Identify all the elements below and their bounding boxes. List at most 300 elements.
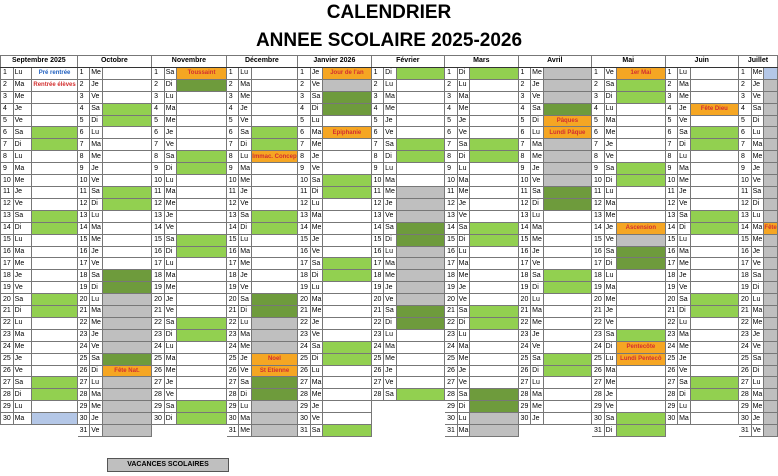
day-status (102, 413, 151, 425)
day-number: 28 (298, 389, 311, 401)
holiday-label: Lundi Pentecô (617, 353, 665, 365)
weekday: Me (678, 258, 691, 270)
weekday: Me (751, 151, 764, 163)
day-number: 22 (518, 317, 531, 329)
day-number: 31 (77, 425, 90, 437)
weekday: Ma (90, 139, 103, 151)
weekday: Ma (751, 389, 764, 401)
day-number: 8 (738, 151, 751, 163)
day-number: 12 (665, 198, 678, 210)
weekday: Di (531, 198, 544, 210)
day-status (470, 306, 518, 318)
day-status (251, 282, 297, 294)
day-number: 26 (592, 365, 605, 377)
day-number: 1 (226, 67, 239, 79)
day-status (102, 198, 151, 210)
weekday: Je (457, 282, 470, 294)
day-status (764, 139, 778, 151)
weekday: Me (164, 365, 177, 377)
weekday: Ve (604, 317, 617, 329)
weekday: Je (310, 234, 323, 246)
day-status (690, 210, 738, 222)
day-status (690, 317, 738, 329)
weekday: Ve (751, 258, 764, 270)
day-status (102, 353, 151, 365)
day-number: 30 (665, 413, 678, 425)
day-number: 19 (738, 282, 751, 294)
day-number: 11 (665, 186, 678, 198)
day-status (323, 425, 371, 437)
weekday: Sa (13, 210, 32, 222)
day-status (32, 341, 77, 353)
day-status (177, 377, 226, 389)
weekday: Me (678, 175, 691, 187)
day-status (617, 377, 665, 389)
day-status (764, 365, 778, 377)
day-number: 25 (1, 353, 14, 365)
weekday: Lu (457, 413, 470, 425)
weekday: Di (604, 91, 617, 103)
day-status (251, 79, 297, 91)
weekday: Lu (90, 294, 103, 306)
weekday: Sa (457, 306, 470, 318)
day-number: 11 (77, 186, 90, 198)
day-number: 8 (298, 151, 311, 163)
day-status (102, 270, 151, 282)
day-number: 1 (518, 67, 531, 79)
day-number: 13 (298, 210, 311, 222)
weekday: Je (678, 353, 691, 365)
day-number: 15 (1, 234, 14, 246)
day-number: 16 (77, 246, 90, 258)
day-number: 5 (592, 115, 605, 127)
day-status (323, 413, 371, 425)
day-status (470, 222, 518, 234)
day-status (251, 127, 297, 139)
day-number: 31 (226, 425, 239, 437)
day-number: 26 (445, 365, 458, 377)
weekday: Je (239, 270, 252, 282)
day-status (617, 413, 665, 425)
day-status (764, 282, 778, 294)
calendar-grid (0, 55, 778, 437)
day-number: 2 (298, 79, 311, 91)
day-status (690, 353, 738, 365)
day-status (764, 425, 778, 437)
weekday: Di (90, 365, 103, 377)
day-status (690, 341, 738, 353)
day-status (764, 294, 778, 306)
day-number: 3 (738, 91, 751, 103)
day-number: 2 (152, 79, 165, 91)
day-number: 16 (738, 246, 751, 258)
weekday: Sa (90, 103, 103, 115)
day-number: 13 (226, 210, 239, 222)
day-number: 20 (445, 294, 458, 306)
day-number: 22 (77, 317, 90, 329)
day-number: 20 (152, 294, 165, 306)
day-number: 13 (445, 210, 458, 222)
weekday: Di (457, 151, 470, 163)
weekday: Di (90, 115, 103, 127)
weekday: Ma (164, 186, 177, 198)
day-status (102, 79, 151, 91)
day-number: 27 (665, 377, 678, 389)
holiday-label: Rentrée élèves (32, 79, 77, 91)
weekday (384, 401, 397, 413)
day-number: 16 (518, 246, 531, 258)
day-number: 28 (371, 389, 384, 401)
day-number: 26 (738, 365, 751, 377)
day-status (617, 234, 665, 246)
month-header: Novembre (152, 56, 227, 68)
weekday: Je (384, 115, 397, 127)
day-number: 7 (77, 139, 90, 151)
day-number: 15 (592, 234, 605, 246)
day-number (518, 425, 531, 437)
day-number: 12 (445, 198, 458, 210)
day-status (764, 341, 778, 353)
day-status (32, 175, 77, 187)
weekday: Je (310, 401, 323, 413)
weekday: Je (531, 246, 544, 258)
day-number: 12 (77, 198, 90, 210)
day-number: 17 (371, 258, 384, 270)
day-status (32, 294, 77, 306)
day-status (690, 222, 738, 234)
day-number: 21 (445, 306, 458, 318)
weekday: Lu (310, 365, 323, 377)
day-number: 23 (592, 329, 605, 341)
weekday: Me (751, 234, 764, 246)
day-number: 9 (445, 163, 458, 175)
weekday: Ma (310, 127, 323, 139)
weekday: Ma (604, 115, 617, 127)
month-header: Octobre (77, 56, 152, 68)
day-number: 28 (518, 389, 531, 401)
day-number: 18 (77, 270, 90, 282)
day-status (470, 139, 518, 151)
day-status (177, 139, 226, 151)
weekday: Di (678, 222, 691, 234)
day-number: 10 (665, 175, 678, 187)
day-status (32, 353, 77, 365)
day-status (396, 401, 444, 413)
weekday (384, 413, 397, 425)
weekday: Me (310, 389, 323, 401)
day-number: 27 (445, 377, 458, 389)
day-number: 25 (77, 353, 90, 365)
day-number: 18 (152, 270, 165, 282)
weekday: Ve (164, 306, 177, 318)
weekday: Me (457, 186, 470, 198)
weekday: Sa (310, 341, 323, 353)
day-status (323, 341, 371, 353)
day-status (177, 175, 226, 187)
day-status (251, 175, 297, 187)
weekday: Ve (13, 115, 32, 127)
weekday: Me (310, 139, 323, 151)
day-number: 22 (298, 317, 311, 329)
day-number: 14 (371, 222, 384, 234)
day-number: 16 (445, 246, 458, 258)
weekday: Ve (13, 282, 32, 294)
day-number: 19 (445, 282, 458, 294)
day-status (690, 389, 738, 401)
day-status (251, 270, 297, 282)
day-number: 13 (665, 210, 678, 222)
day-number: 20 (592, 294, 605, 306)
weekday: Ma (164, 353, 177, 365)
day-status (764, 377, 778, 389)
day-status (102, 317, 151, 329)
day-status (177, 270, 226, 282)
day-status (470, 186, 518, 198)
weekday: Je (90, 246, 103, 258)
weekday: Je (90, 329, 103, 341)
day-number: 28 (592, 389, 605, 401)
day-number: 3 (1, 91, 14, 103)
day-number: 8 (152, 151, 165, 163)
day-number: 3 (77, 91, 90, 103)
day-status (764, 163, 778, 175)
weekday: Sa (604, 413, 617, 425)
day-status (251, 341, 297, 353)
day-number: 27 (592, 377, 605, 389)
day-number (371, 425, 384, 437)
day-number: 11 (226, 186, 239, 198)
day-number: 19 (226, 282, 239, 294)
day-number: 16 (226, 246, 239, 258)
day-number: 5 (1, 115, 14, 127)
day-number: 4 (298, 103, 311, 115)
day-status (470, 175, 518, 187)
day-status (396, 234, 444, 246)
day-status (177, 163, 226, 175)
day-number: 30 (518, 413, 531, 425)
day-number: 29 (298, 401, 311, 413)
weekday: Di (239, 139, 252, 151)
day-status (177, 317, 226, 329)
day-number: 9 (592, 163, 605, 175)
day-status (543, 91, 591, 103)
day-status (764, 198, 778, 210)
weekday: Ve (164, 222, 177, 234)
day-number: 9 (518, 163, 531, 175)
day-number: 21 (592, 306, 605, 318)
day-number: 17 (77, 258, 90, 270)
day-number: 6 (226, 127, 239, 139)
day-number: 14 (1, 222, 14, 234)
day-number: 19 (152, 282, 165, 294)
day-status (470, 353, 518, 365)
weekday: Me (751, 67, 764, 79)
weekday: Me (531, 317, 544, 329)
day-number: 4 (77, 103, 90, 115)
weekday: Ve (90, 341, 103, 353)
day-number: 4 (152, 103, 165, 115)
weekday: Je (531, 329, 544, 341)
weekday: Ve (457, 294, 470, 306)
weekday: Ma (310, 294, 323, 306)
weekday: Di (13, 306, 32, 318)
day-status (177, 246, 226, 258)
day-status (470, 79, 518, 91)
weekday: Lu (457, 246, 470, 258)
day-number: 2 (77, 79, 90, 91)
day-status (32, 246, 77, 258)
day-number: 21 (1, 306, 14, 318)
day-status (177, 329, 226, 341)
day-number: 7 (665, 139, 678, 151)
day-number: 26 (371, 365, 384, 377)
weekday: Ve (239, 198, 252, 210)
day-number: 31 (738, 425, 751, 437)
weekday: Me (13, 258, 32, 270)
day-status (396, 198, 444, 210)
day-status (396, 317, 444, 329)
weekday: Lu (604, 186, 617, 198)
weekday: Di (164, 79, 177, 91)
weekday: Me (90, 67, 103, 79)
day-number: 6 (738, 127, 751, 139)
weekday: Me (239, 91, 252, 103)
day-number: 11 (592, 186, 605, 198)
day-status (102, 234, 151, 246)
weekday: Je (678, 186, 691, 198)
day-status (470, 377, 518, 389)
day-number: 25 (592, 353, 605, 365)
day-status (177, 79, 226, 91)
weekday: Je (164, 127, 177, 139)
day-number: 19 (665, 282, 678, 294)
weekday: Je (604, 389, 617, 401)
weekday: Ma (678, 413, 691, 425)
day-status (32, 210, 77, 222)
day-status (32, 163, 77, 175)
day-status (690, 282, 738, 294)
day-status (543, 353, 591, 365)
day-number: 24 (592, 341, 605, 353)
day-number: 25 (298, 353, 311, 365)
day-status (543, 401, 591, 413)
weekday: Je (239, 103, 252, 115)
weekday: Lu (13, 67, 32, 79)
day-number: 26 (226, 365, 239, 377)
day-number: 13 (77, 210, 90, 222)
day-status (251, 377, 297, 389)
day-number: 13 (371, 210, 384, 222)
day-number: 24 (1, 341, 14, 353)
weekday: Di (678, 306, 691, 318)
weekday: Di (678, 139, 691, 151)
day-number: 29 (1, 401, 14, 413)
day-status (396, 353, 444, 365)
weekday: Je (531, 79, 544, 91)
holiday-label: St Etienne (251, 365, 297, 377)
weekday: Sa (678, 127, 691, 139)
day-number: 18 (298, 270, 311, 282)
day-status (543, 163, 591, 175)
day-status (396, 377, 444, 389)
weekday: Lu (751, 210, 764, 222)
weekday: Ma (604, 198, 617, 210)
day-status (323, 186, 371, 198)
day-number: 21 (371, 306, 384, 318)
day-number: 22 (665, 317, 678, 329)
day-status (323, 234, 371, 246)
day-number: 2 (592, 79, 605, 91)
weekday: Sa (164, 401, 177, 413)
weekday: Ma (13, 163, 32, 175)
weekday: Ma (457, 175, 470, 187)
weekday: Ve (457, 377, 470, 389)
day-number: 29 (665, 401, 678, 413)
weekday: Ve (90, 258, 103, 270)
weekday: Sa (164, 67, 177, 79)
weekday: Me (310, 306, 323, 318)
day-status (690, 175, 738, 187)
weekday: Ve (457, 210, 470, 222)
day-status (251, 246, 297, 258)
day-number: 23 (518, 329, 531, 341)
weekday: Ma (531, 389, 544, 401)
day-status (543, 317, 591, 329)
day-status (251, 222, 297, 234)
day-number: 11 (152, 186, 165, 198)
weekday: Lu (13, 234, 32, 246)
weekday: Ma (384, 258, 397, 270)
day-number: 4 (371, 103, 384, 115)
day-status (470, 341, 518, 353)
day-status (690, 413, 738, 425)
weekday: Ve (239, 282, 252, 294)
day-number: 12 (371, 198, 384, 210)
day-number: 26 (1, 365, 14, 377)
weekday: Lu (678, 151, 691, 163)
weekday: Ma (164, 270, 177, 282)
day-status (617, 282, 665, 294)
day-status (617, 294, 665, 306)
weekday: Lu (90, 127, 103, 139)
day-number: 4 (665, 103, 678, 115)
weekday: Je (164, 210, 177, 222)
day-status (543, 294, 591, 306)
day-number: 27 (1, 377, 14, 389)
day-number: 3 (371, 91, 384, 103)
day-number: 4 (226, 103, 239, 115)
day-number: 10 (445, 175, 458, 187)
weekday: Lu (13, 151, 32, 163)
day-number: 17 (738, 258, 751, 270)
weekday: Me (751, 317, 764, 329)
weekday: Di (384, 317, 397, 329)
day-number: 28 (1, 389, 14, 401)
day-status (251, 317, 297, 329)
weekday: Je (678, 270, 691, 282)
day-status (102, 127, 151, 139)
weekday: Me (604, 377, 617, 389)
weekday: Me (384, 186, 397, 198)
day-number: 15 (226, 234, 239, 246)
day-number: 1 (371, 67, 384, 79)
day-number: 19 (77, 282, 90, 294)
day-number: 28 (665, 389, 678, 401)
day-status (32, 389, 77, 401)
weekday: Sa (678, 377, 691, 389)
day-status (251, 198, 297, 210)
holiday-label: Ascension (617, 222, 665, 234)
